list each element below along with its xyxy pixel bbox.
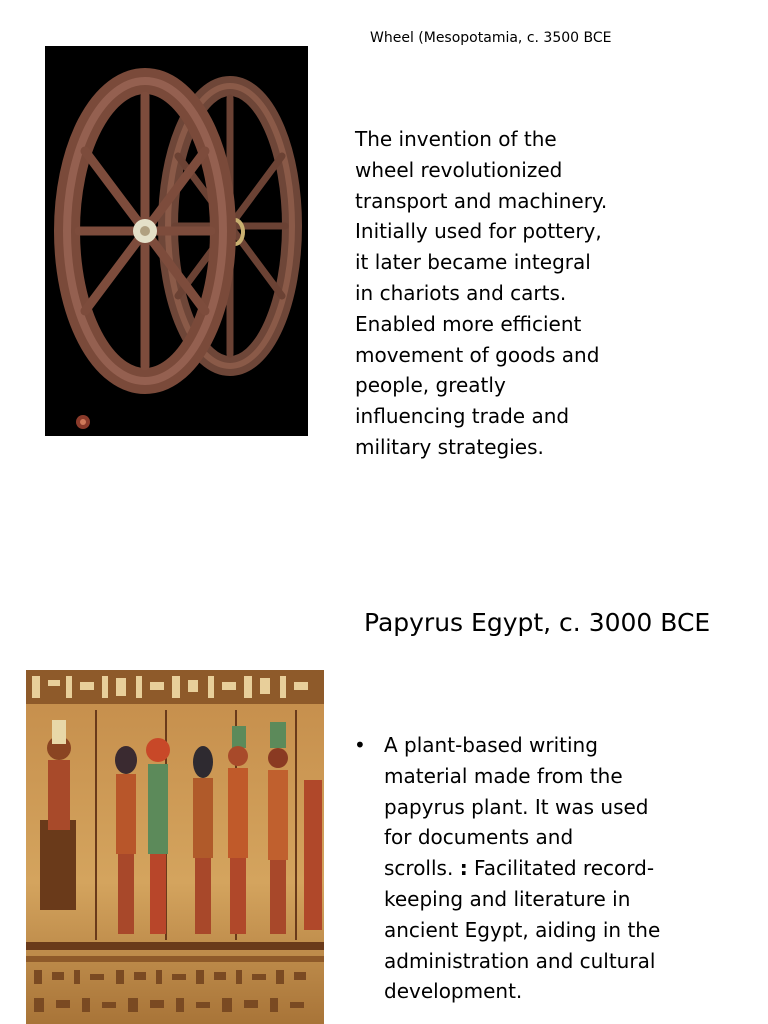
wheel-photo [45, 46, 308, 436]
wheel-description: The invention of the wheel revolutionized transport and machinery. Initially used for pottery, it later became integral in chariots and carts. Enabled more efficient movement of goods and people, greatly influencing trade and military strategies. [355, 127, 608, 459]
papyrus-text-colon: : [459, 856, 468, 881]
papyrus-section-heading: Papyrus Egypt, c. 3000 BCE [364, 608, 711, 637]
wheel-section-title: Wheel (Mesopotamia, c. 3500 BCE [370, 30, 612, 46]
papyrus-text-part2: Facilitated record- keeping and literature in ancient Egypt, aiding in the administration and cultural development. [384, 856, 661, 1004]
bullet-marker: • [354, 733, 366, 757]
papyrus-text-part1: A plant-based writing material made from the papyrus plant. It was used for documents and scrolls. [384, 733, 649, 881]
papyrus-photo [26, 670, 324, 1024]
papyrus-description [384, 730, 684, 1007]
front-wheel [67, 81, 223, 381]
